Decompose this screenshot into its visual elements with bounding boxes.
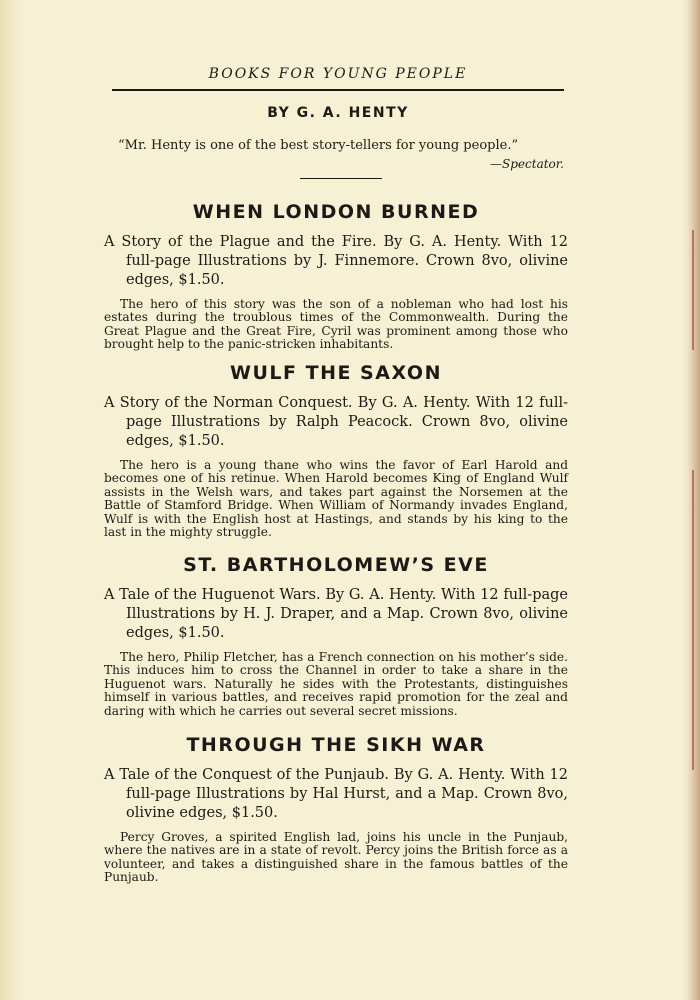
book-description: A Story of the Plague and the Fire. By G. A. Henty. With 12 full-page Illustrations by J. Finnemore. Crown 8vo, olivine edges, $1.50. [104,234,568,288]
quote-text: “Mr. Henty is one of the best story-tellers for young people.” [118,138,519,153]
edge-stain [692,230,694,350]
running-head: BOOKS FOR YOUNG PEOPLE [208,66,468,82]
book-summary: The hero of this story was the son of a nobleman who had lost his estates during the troublous times of the Commonwealth. During the Great Plague and the Great Fire, Cyril was prominent among those who brought help to the panic-stricken inhabitants. [104,297,568,352]
book-summary: The hero is a young thane who wins the favor of Earl Harold and becomes one of his retinue. When Harold becomes King of England Wulf assists in the Welsh wars, and takes part against the Norsemen at the Battle of Stamford Bridge. When William of Normandy invades England, Wulf is with the English host at Hastings, and stands by his king to the last in the mighty struggle. [104,458,568,540]
book-description: A Story of the Norman Conquest. By G. A. Henty. With 12 full-page Illustrations by Ralph Peacock. Crown 8vo, olivine edges, $1.50. [104,395,568,449]
book-entry [104,734,568,885]
book-description: A Tale of the Huguenot Wars. By G. A. Henty. With 12 full-page Illustrations by H. J. Draper, and a Map. Crown 8vo, olivine edges, $1.50. [104,587,568,641]
book-title: WHEN LONDON BURNED [192,201,480,223]
edge-stain [692,470,694,770]
book-title: ST. BARTHOLOMEW’S EVE [183,554,489,576]
author-line: BY G. A. HENTY [267,105,409,121]
section-divider [300,178,382,179]
book-entry [104,201,568,352]
review-quote [118,137,564,173]
quote-attribution: —Spectator. [490,157,564,171]
book-description: A Tale of the Conquest of the Punjaub. By G. A. Henty. With 12 full-page Illustrations by Hal Hurst, and a Map. Crown 8vo, olivine edges, $1.50. [104,767,568,821]
header-rule [112,89,564,91]
book-title: THROUGH THE SIKH WAR [186,734,486,756]
book-entry [104,362,568,539]
book-title: WULF THE SAXON [230,362,442,384]
book-summary: The hero, Philip Fletcher, has a French connection on his mother’s side. This induces him to cross the Channel in order to take a share in the Huguenot wars. Naturally he sides with the Protestants, distinguishes himself in various battles, and receives rapid promotion for the zeal and daring with which he carries out several secret missions. [104,650,568,718]
page-right-edge [682,0,700,1000]
page-left-edge [0,0,22,1000]
book-summary: Percy Groves, a spirited English lad, joins his uncle in the Punjaub, where the natives are in a state of revolt. Percy joins the British force as a volunteer, and takes a distinguished share in the famous battles of the Punjaub. [104,830,568,885]
book-entry [104,554,568,718]
